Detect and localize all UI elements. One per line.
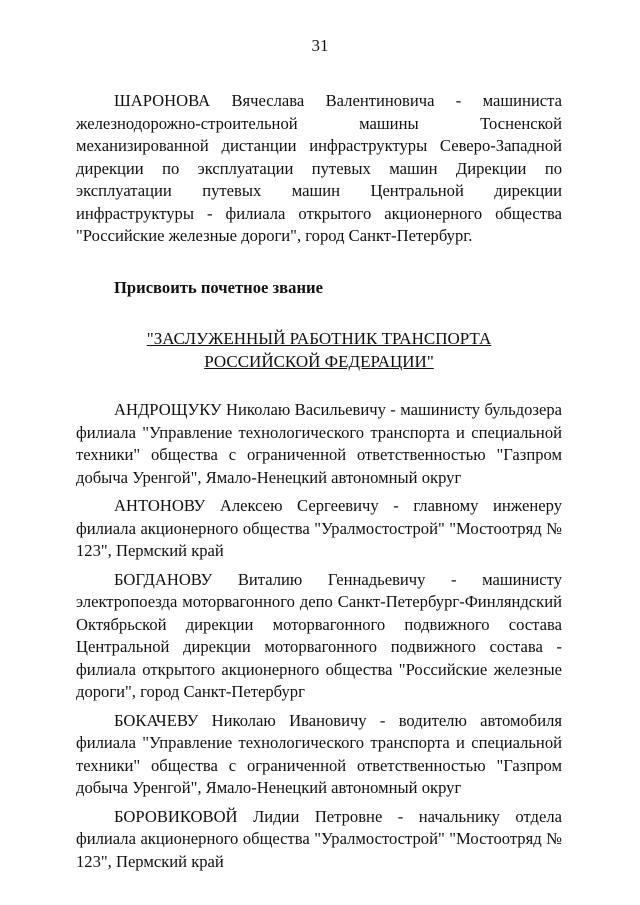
list-item: БОРОВИКОВОЙ Лидии Петровне - начальнику отдела филиала акционерного общества "Уралмостострой" "Мостоотряд № 123", Пермский край <box>76 806 562 871</box>
award-title-line-1: "ЗАСЛУЖЕННЫЙ РАБОТНИК ТРАНСПОРТА <box>146 329 492 348</box>
page-number: 31 <box>311 36 329 55</box>
list-item: БОГДАНОВУ Виталию Геннадьевичу - машинисту электропоезда моторвагонного депо Санкт-Петербург-Финляндский Октябрьской дирекции моторвагонного подвижного состава Центральной дирекции моторвагонного подвижного состава - филиала открытого акционерного общества "Российские железные дороги", город Санкт-Петербург <box>76 569 562 701</box>
award-title <box>76 327 562 373</box>
intro-entry: ШАРОНОВА Вячеслава Валентиновича - машиниста железнодорожно-строительной машины Тосненской механизированной дистанции инфраструктуры Северо-Западной дирекции по эксплуатации путевых машин Дирекции по эксплуатации путевых машин Центральной дирекции инфраструктуры - филиала открытого акционерного общества "Российские железные дороги", город Санкт-Петербург. <box>76 91 562 245</box>
document-body <box>76 90 562 873</box>
award-title-line-2: РОССИЙСКОЙ ФЕДЕРАЦИИ" <box>204 352 434 371</box>
award-heading: Присвоить почетное звание <box>114 277 323 297</box>
list-item: АНТОНОВУ Алексею Сергеевичу - главному инженеру филиала акционерного общества "Уралмостострой" "Мостоотряд № 123", Пермский край <box>76 496 562 560</box>
list-item: БОКАЧЕВУ Николаю Ивановичу - водителю автомобиля филиала "Управление технологического транспорта и специальной техники" общества с ограниченной ответственностью "Газпром добыча Уренгой", Ямало-Ненецкий автономный округ <box>76 710 562 797</box>
list-item: АНДРОЩУКУ Николаю Васильевичу - машинисту бульдозера филиала "Управление технологического транспорта и специальной техники" общества с ограниченной ответственностью "Газпром добыча Уренгой", Ямало-Ненецкий автономный округ <box>76 400 562 487</box>
